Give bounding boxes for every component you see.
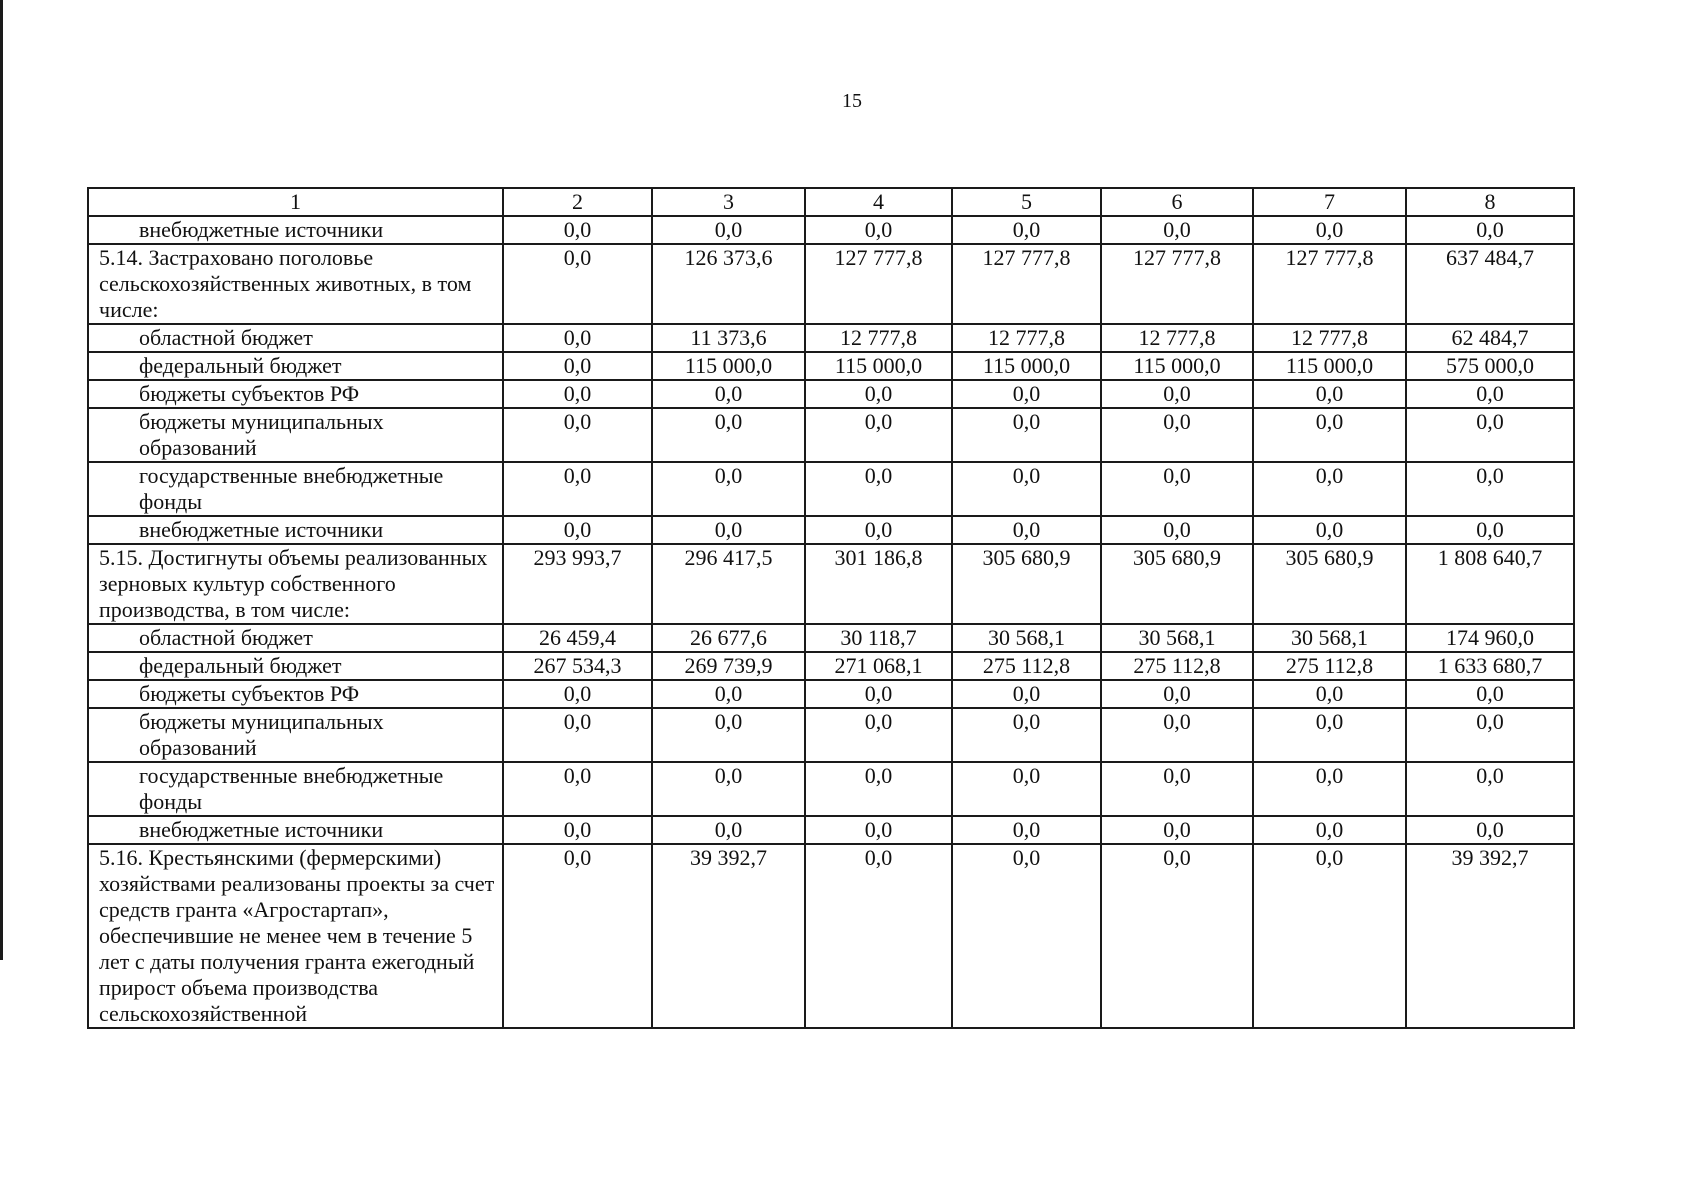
value-cell: 0,0	[652, 680, 805, 708]
value-cell: 127 777,8	[805, 244, 952, 324]
column-header: 5	[952, 188, 1101, 216]
value-cell: 0,0	[805, 380, 952, 408]
row-label: областной бюджет	[88, 624, 503, 652]
value-cell: 0,0	[652, 408, 805, 462]
scan-edge-line	[0, 0, 3, 960]
value-cell: 0,0	[503, 352, 652, 380]
table-row	[88, 844, 1574, 1028]
value-cell: 0,0	[1406, 216, 1574, 244]
value-cell: 0,0	[952, 462, 1101, 516]
value-cell: 0,0	[503, 324, 652, 352]
value-cell: 115 000,0	[1101, 352, 1253, 380]
value-cell: 0,0	[1101, 844, 1253, 1028]
value-cell: 275 112,8	[1253, 652, 1406, 680]
value-cell: 0,0	[1101, 380, 1253, 408]
value-cell: 0,0	[1253, 516, 1406, 544]
value-cell: 0,0	[1406, 380, 1574, 408]
header-row	[88, 188, 1574, 216]
value-cell: 0,0	[503, 844, 652, 1028]
value-cell: 115 000,0	[1253, 352, 1406, 380]
value-cell: 0,0	[805, 762, 952, 816]
value-cell: 271 068,1	[805, 652, 952, 680]
value-cell: 301 186,8	[805, 544, 952, 624]
value-cell: 275 112,8	[1101, 652, 1253, 680]
value-cell: 0,0	[1101, 708, 1253, 762]
value-cell: 0,0	[1101, 762, 1253, 816]
table-row	[88, 816, 1574, 844]
value-cell: 0,0	[952, 844, 1101, 1028]
value-cell: 0,0	[805, 408, 952, 462]
value-cell: 12 777,8	[1253, 324, 1406, 352]
value-cell: 0,0	[652, 216, 805, 244]
table-row	[88, 624, 1574, 652]
value-cell: 0,0	[652, 816, 805, 844]
value-cell: 115 000,0	[652, 352, 805, 380]
row-label: 5.15. Достигнуты объемы реализованных зерновых культур собственного производства, в том числе:	[88, 544, 503, 624]
value-cell: 0,0	[503, 216, 652, 244]
row-label: 5.14. Застраховано поголовье сельскохозяйственных животных, в том числе:	[88, 244, 503, 324]
value-cell: 0,0	[952, 680, 1101, 708]
table-body	[88, 216, 1574, 1028]
value-cell: 12 777,8	[805, 324, 952, 352]
value-cell: 0,0	[1101, 680, 1253, 708]
value-cell: 1 633 680,7	[1406, 652, 1574, 680]
row-label: 5.16. Крестьянскими (фермерскими) хозяйствами реализованы проекты за счет средств гранта «Агростартап», обеспечившие не менее чем в течение 5 лет с даты получения гранта ежегодный прирост объема производства сельскохозяйственной	[88, 844, 503, 1028]
value-cell: 0,0	[952, 408, 1101, 462]
value-cell: 11 373,6	[652, 324, 805, 352]
value-cell: 637 484,7	[1406, 244, 1574, 324]
value-cell: 0,0	[1101, 816, 1253, 844]
value-cell: 0,0	[1406, 680, 1574, 708]
value-cell: 0,0	[652, 708, 805, 762]
value-cell: 0,0	[952, 708, 1101, 762]
value-cell: 0,0	[1406, 816, 1574, 844]
value-cell: 1 808 640,7	[1406, 544, 1574, 624]
value-cell: 0,0	[1253, 380, 1406, 408]
row-label: государственные внебюджетные фонды	[88, 462, 503, 516]
value-cell: 127 777,8	[952, 244, 1101, 324]
value-cell: 0,0	[1406, 708, 1574, 762]
value-cell: 0,0	[503, 680, 652, 708]
value-cell: 0,0	[503, 816, 652, 844]
value-cell: 296 417,5	[652, 544, 805, 624]
value-cell: 0,0	[1253, 462, 1406, 516]
value-cell: 0,0	[503, 408, 652, 462]
value-cell: 0,0	[503, 380, 652, 408]
value-cell: 0,0	[1406, 516, 1574, 544]
value-cell: 0,0	[805, 462, 952, 516]
value-cell: 30 568,1	[1253, 624, 1406, 652]
table-row	[88, 380, 1574, 408]
value-cell: 275 112,8	[952, 652, 1101, 680]
value-cell: 30 568,1	[952, 624, 1101, 652]
row-label: бюджеты субъектов РФ	[88, 680, 503, 708]
value-cell: 0,0	[805, 216, 952, 244]
value-cell: 39 392,7	[652, 844, 805, 1028]
value-cell: 0,0	[805, 680, 952, 708]
budget-table	[87, 187, 1575, 1029]
value-cell: 0,0	[503, 708, 652, 762]
value-cell: 12 777,8	[952, 324, 1101, 352]
row-label: бюджеты муниципальных образований	[88, 708, 503, 762]
table-row	[88, 216, 1574, 244]
value-cell: 0,0	[503, 516, 652, 544]
value-cell: 0,0	[652, 380, 805, 408]
column-header: 8	[1406, 188, 1574, 216]
value-cell: 26 459,4	[503, 624, 652, 652]
row-label: внебюджетные источники	[88, 816, 503, 844]
value-cell: 126 373,6	[652, 244, 805, 324]
value-cell: 39 392,7	[1406, 844, 1574, 1028]
value-cell: 127 777,8	[1253, 244, 1406, 324]
column-header: 1	[88, 188, 503, 216]
table-row	[88, 462, 1574, 516]
value-cell: 62 484,7	[1406, 324, 1574, 352]
table-row	[88, 324, 1574, 352]
value-cell: 0,0	[503, 762, 652, 816]
row-label: федеральный бюджет	[88, 652, 503, 680]
value-cell: 0,0	[952, 762, 1101, 816]
value-cell: 0,0	[805, 816, 952, 844]
value-cell: 174 960,0	[1406, 624, 1574, 652]
row-label: внебюджетные источники	[88, 216, 503, 244]
table-row	[88, 244, 1574, 324]
value-cell: 0,0	[952, 216, 1101, 244]
table-row	[88, 516, 1574, 544]
value-cell: 305 680,9	[952, 544, 1101, 624]
column-header: 2	[503, 188, 652, 216]
row-label: государственные внебюджетные фонды	[88, 762, 503, 816]
row-label: бюджеты муниципальных образований	[88, 408, 503, 462]
column-header: 6	[1101, 188, 1253, 216]
value-cell: 305 680,9	[1253, 544, 1406, 624]
value-cell: 127 777,8	[1101, 244, 1253, 324]
value-cell: 0,0	[1253, 762, 1406, 816]
row-label: областной бюджет	[88, 324, 503, 352]
table-row	[88, 708, 1574, 762]
row-label: бюджеты субъектов РФ	[88, 380, 503, 408]
value-cell: 293 993,7	[503, 544, 652, 624]
value-cell: 0,0	[652, 762, 805, 816]
value-cell: 0,0	[1253, 708, 1406, 762]
table-row	[88, 680, 1574, 708]
value-cell: 0,0	[1101, 516, 1253, 544]
value-cell: 0,0	[1253, 680, 1406, 708]
value-cell: 267 534,3	[503, 652, 652, 680]
column-header: 4	[805, 188, 952, 216]
table-row	[88, 408, 1574, 462]
value-cell: 12 777,8	[1101, 324, 1253, 352]
value-cell: 0,0	[652, 516, 805, 544]
value-cell: 26 677,6	[652, 624, 805, 652]
value-cell: 305 680,9	[1101, 544, 1253, 624]
row-label: внебюджетные источники	[88, 516, 503, 544]
value-cell: 0,0	[1253, 216, 1406, 244]
value-cell: 0,0	[952, 380, 1101, 408]
value-cell: 0,0	[1253, 844, 1406, 1028]
value-cell: 0,0	[1406, 408, 1574, 462]
value-cell: 0,0	[952, 516, 1101, 544]
table-row	[88, 544, 1574, 624]
table-row	[88, 762, 1574, 816]
value-cell: 30 118,7	[805, 624, 952, 652]
value-cell: 0,0	[503, 244, 652, 324]
value-cell: 0,0	[652, 462, 805, 516]
value-cell: 115 000,0	[952, 352, 1101, 380]
value-cell: 0,0	[805, 708, 952, 762]
column-header: 7	[1253, 188, 1406, 216]
value-cell: 269 739,9	[652, 652, 805, 680]
page-number: 15	[842, 90, 862, 112]
table-row	[88, 652, 1574, 680]
value-cell: 30 568,1	[1101, 624, 1253, 652]
value-cell: 0,0	[1253, 408, 1406, 462]
value-cell: 0,0	[503, 462, 652, 516]
value-cell: 0,0	[952, 816, 1101, 844]
row-label: федеральный бюджет	[88, 352, 503, 380]
value-cell: 0,0	[1101, 216, 1253, 244]
value-cell: 575 000,0	[1406, 352, 1574, 380]
value-cell: 0,0	[1406, 762, 1574, 816]
value-cell: 0,0	[1101, 408, 1253, 462]
value-cell: 0,0	[805, 516, 952, 544]
table-row	[88, 352, 1574, 380]
value-cell: 0,0	[1406, 462, 1574, 516]
value-cell: 0,0	[805, 844, 952, 1028]
value-cell: 0,0	[1101, 462, 1253, 516]
column-header: 3	[652, 188, 805, 216]
value-cell: 115 000,0	[805, 352, 952, 380]
value-cell: 0,0	[1253, 816, 1406, 844]
